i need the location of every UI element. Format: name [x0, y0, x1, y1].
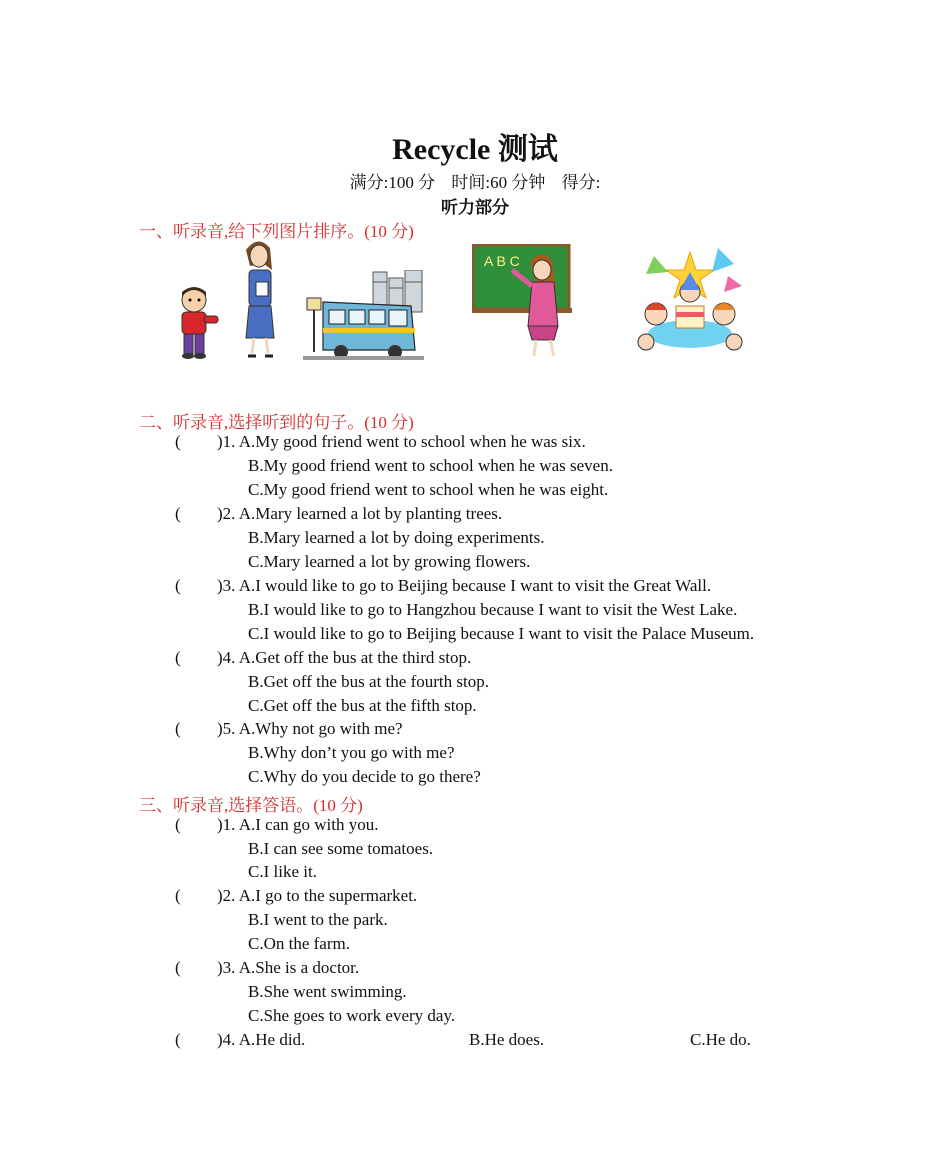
full-score: 满分:100 分: [349, 173, 436, 192]
blackboard-text: A B C: [484, 253, 520, 269]
question-number: )1.: [217, 815, 236, 834]
question-number: )1.: [217, 432, 236, 451]
section1-heading: 一、听录音,给下列图片排序。(10 分): [139, 222, 414, 241]
option-b: B.I can see some tomatoes.: [248, 839, 434, 858]
part-title: 听力部分: [441, 198, 509, 217]
option-c: C.She goes to work every day.: [248, 1006, 456, 1025]
option-a: A.I can go with you.: [238, 815, 379, 834]
question-number: )3.: [217, 958, 236, 977]
answer-blank[interactable]: (: [175, 576, 181, 595]
birthday-party-picture: [634, 242, 746, 358]
time-limit: 时间:60 分钟: [451, 173, 546, 192]
question-row: [175, 815, 379, 835]
option-a: A.Get off the bus at the third stop.: [238, 648, 472, 667]
bus-stop-picture: [303, 270, 424, 360]
option-c: C.Get off the bus at the fifth stop.: [248, 696, 477, 715]
answer-blank[interactable]: (: [175, 815, 181, 834]
boy-figure-picture: [170, 286, 222, 360]
question-number: )4.: [217, 648, 236, 667]
answer-blank[interactable]: (: [175, 504, 181, 523]
option-c: C.Why do you decide to go there?: [248, 767, 481, 786]
option-c: C.My good friend went to school when he was eight.: [248, 480, 609, 499]
option-a: A.I would like to go to Beijing because I want to visit the Great Wall.: [238, 576, 712, 595]
answer-blank[interactable]: (: [175, 719, 181, 738]
option-a: A.She is a doctor.: [238, 958, 360, 977]
option-b: B.I would like to go to Hangzhou because I want to visit the West Lake.: [248, 600, 738, 619]
section2-heading: 二、听录音,选择听到的句子。(10 分): [139, 413, 414, 432]
teacher-at-blackboard-picture: [472, 244, 574, 360]
question-row: [175, 648, 471, 668]
question-row: [175, 576, 711, 596]
answer-blank[interactable]: (: [175, 1030, 181, 1049]
option-c: C.He do.: [690, 1030, 751, 1049]
question-row: [175, 886, 417, 906]
option-c: C.Mary learned a lot by growing flowers.: [248, 552, 531, 571]
section3-heading: 三、听录音,选择答语。(10 分): [139, 796, 363, 815]
answer-blank[interactable]: (: [175, 648, 181, 667]
answer-blank[interactable]: (: [175, 958, 181, 977]
option-a: A.I go to the supermarket.: [238, 886, 418, 905]
option-a: A.Mary learned a lot by planting trees.: [238, 504, 503, 523]
option-b: B.Get off the bus at the fourth stop.: [248, 672, 489, 691]
option-c: C.On the farm.: [248, 934, 350, 953]
woman-with-bag-picture: [236, 238, 288, 360]
option-c: C.I would like to go to Beijing because I want to visit the Palace Museum.: [248, 624, 755, 643]
question-number: )4.: [217, 1030, 236, 1049]
question-row: [175, 1030, 305, 1050]
option-b: B.Why don’t you go with me?: [248, 743, 455, 762]
exam-meta: [0, 168, 950, 193]
option-b: B.Mary learned a lot by doing experiments.: [248, 528, 545, 547]
question-row: [175, 504, 502, 524]
question-number: )2.: [217, 886, 236, 905]
question-row: [175, 719, 403, 739]
score-field: 得分:: [561, 173, 601, 192]
question-number: )5.: [217, 719, 236, 738]
answer-blank[interactable]: (: [175, 886, 181, 905]
option-a: A.Why not go with me?: [238, 719, 403, 738]
option-c: C.I like it.: [248, 862, 317, 881]
option-a: A.He did.: [238, 1030, 306, 1049]
option-a: A.My good friend went to school when he was six.: [238, 432, 586, 451]
question-number: )2.: [217, 504, 236, 523]
answer-blank[interactable]: (: [175, 432, 181, 451]
option-b: B.I went to the park.: [248, 910, 388, 929]
option-b: B.She went swimming.: [248, 982, 407, 1001]
page-title: Recycle 测试: [392, 133, 558, 166]
question-number: )3.: [217, 576, 236, 595]
question-row: [175, 958, 359, 978]
option-b: B.My good friend went to school when he was seven.: [248, 456, 613, 475]
question-row: [175, 432, 586, 452]
option-b: B.He does.: [469, 1030, 545, 1049]
